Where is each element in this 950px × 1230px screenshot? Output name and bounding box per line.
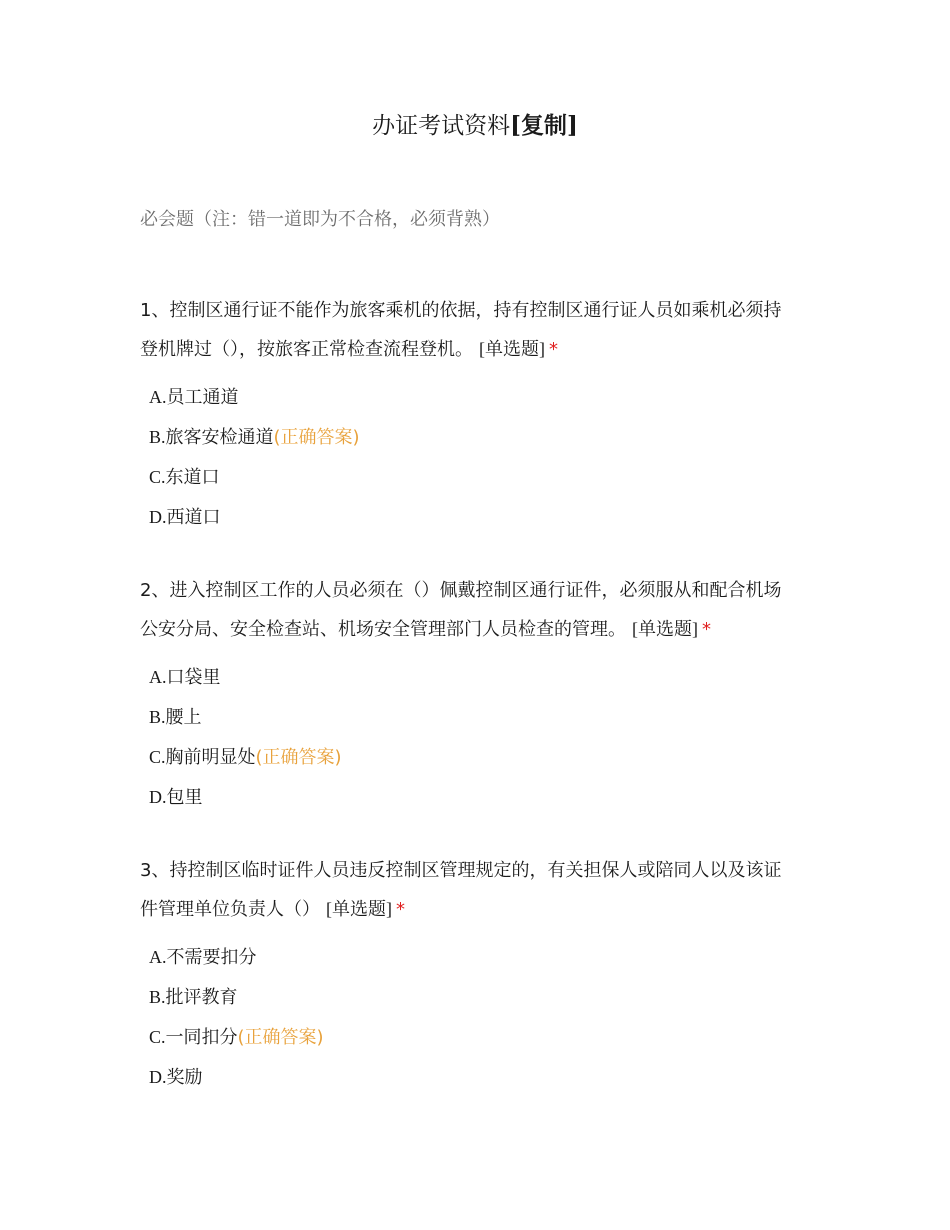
option-text: 一同扣分: [165, 1027, 238, 1048]
section-note: 必会题（注：错一道即为不合格，必须背熟）: [140, 209, 500, 230]
option-list: [140, 377, 810, 537]
question-3: [140, 852, 810, 1097]
option-letter: C.: [149, 747, 166, 767]
option-text: 东道口: [165, 467, 220, 488]
option-list: [140, 937, 810, 1097]
title-main: 办证考试资料: [372, 113, 511, 139]
correct-answer-label: (正确答案): [237, 1027, 324, 1048]
option-d: [149, 497, 810, 537]
option-letter: C.: [149, 1027, 166, 1047]
option-text: 员工通道: [166, 387, 239, 408]
option-text: 口袋里: [166, 667, 221, 688]
option-d: [149, 777, 810, 817]
option-c: [149, 737, 810, 777]
question-text-line2: 件管理单位负责人（）: [140, 899, 320, 920]
correct-answer-label: (正确答案): [255, 747, 342, 768]
required-mark: *: [396, 899, 405, 920]
option-text: 包里: [166, 787, 203, 808]
correct-answer-label: (正确答案): [273, 427, 360, 448]
option-letter: D.: [149, 787, 167, 807]
option-letter: B.: [149, 427, 166, 447]
question-text-line2: 登机牌过（），按旅客正常检查流程登机。: [140, 339, 473, 360]
question-text-line2: 公安分局、安全检查站、机场安全管理部门人员检查的管理。: [140, 619, 626, 640]
option-a: [149, 377, 810, 417]
question-type-label: [单选题]: [479, 339, 545, 359]
option-text: 奖励: [166, 1067, 203, 1088]
option-c: [149, 457, 810, 497]
option-letter: A.: [149, 667, 167, 687]
option-b: [149, 417, 810, 457]
option-letter: B.: [149, 707, 166, 727]
question-2: [140, 572, 810, 817]
question-text-line1: 2、进入控制区工作的人员必须在（）佩戴控制区通行证件，必须服从和配合机场: [140, 580, 782, 601]
required-mark: *: [702, 619, 711, 640]
option-text: 西道口: [166, 507, 221, 528]
option-b: [149, 697, 810, 737]
option-a: [149, 937, 810, 977]
question-text: [140, 852, 810, 929]
question-type-label: [单选题]: [632, 619, 698, 639]
option-text: 批评教育: [165, 987, 238, 1008]
question-type-label: [单选题]: [326, 899, 392, 919]
option-text: 腰上: [165, 707, 202, 728]
question-text-line1: 1、控制区通行证不能作为旅客乘机的依据，持有控制区通行证人员如乘机必须持: [140, 300, 782, 321]
title-bracket: [复制]: [510, 112, 578, 139]
question-text: [140, 572, 810, 649]
option-text: 旅客安检通道: [165, 427, 274, 448]
option-letter: A.: [149, 947, 167, 967]
question-text-line1: 3、持控制区临时证件人员违反控制区管理规定的，有关担保人或陪同人以及该证: [140, 860, 782, 881]
question-text: [140, 292, 810, 369]
option-c: [149, 1017, 810, 1057]
option-letter: C.: [149, 467, 166, 487]
option-text: 不需要扣分: [166, 947, 257, 968]
question-1: [140, 292, 810, 537]
page-title: [140, 110, 810, 142]
required-mark: *: [549, 339, 558, 360]
option-letter: A.: [149, 387, 167, 407]
option-a: [149, 657, 810, 697]
option-letter: B.: [149, 987, 166, 1007]
option-letter: D.: [149, 1067, 167, 1087]
option-list: [140, 657, 810, 817]
option-d: [149, 1057, 810, 1097]
option-letter: D.: [149, 507, 167, 527]
option-text: 胸前明显处: [165, 747, 256, 768]
option-b: [149, 977, 810, 1017]
